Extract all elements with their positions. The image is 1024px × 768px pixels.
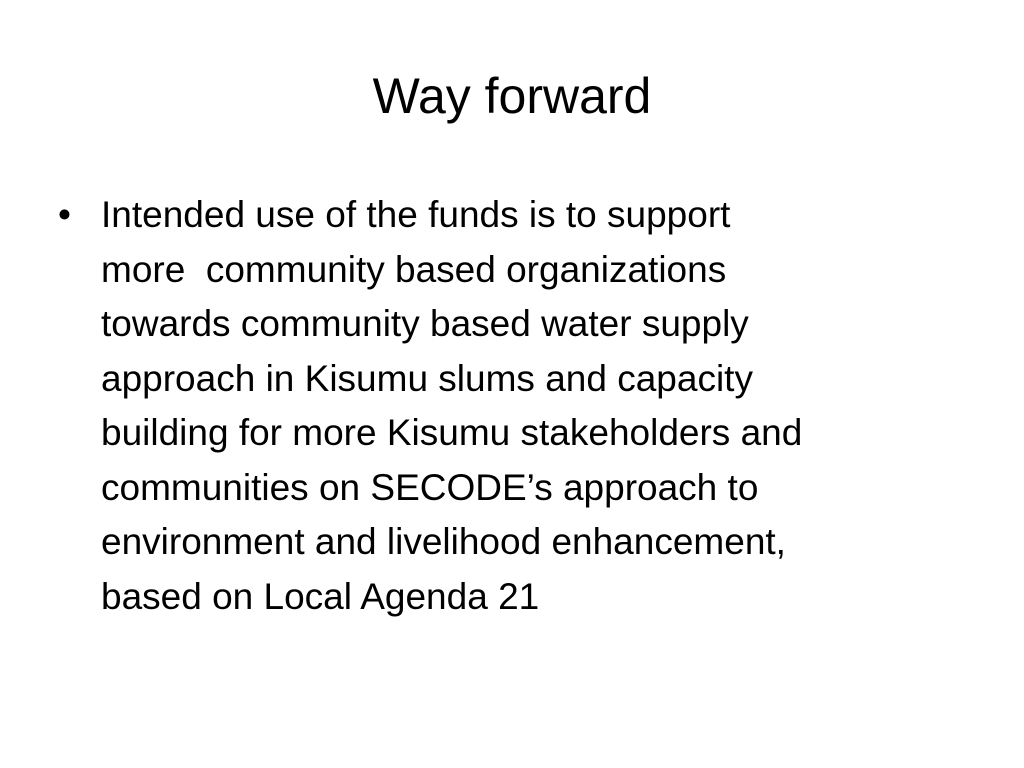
slide-title: Way forward bbox=[372, 68, 652, 124]
bullet-line-8: based on Local Agenda 21 bbox=[101, 575, 540, 617]
bullet-item bbox=[58, 188, 988, 624]
bullet-line-6: communities on SECODE’s approach to bbox=[101, 466, 759, 508]
bullet-marker: • bbox=[58, 194, 71, 235]
bullet-line-1: Intended use of the funds is to support bbox=[101, 194, 731, 235]
bullet-line-7: environment and livelihood enhancement, bbox=[101, 521, 786, 562]
bullet-line-5: building for more Kisumu stakeholders and bbox=[101, 412, 803, 453]
bullet-line-3: towards community based water supply bbox=[101, 303, 749, 344]
bullet-list bbox=[58, 188, 988, 624]
bullet-line-4: approach in Kisumu slums and capacity bbox=[101, 357, 753, 399]
bullet-line-2: more community based organizations bbox=[101, 248, 727, 290]
